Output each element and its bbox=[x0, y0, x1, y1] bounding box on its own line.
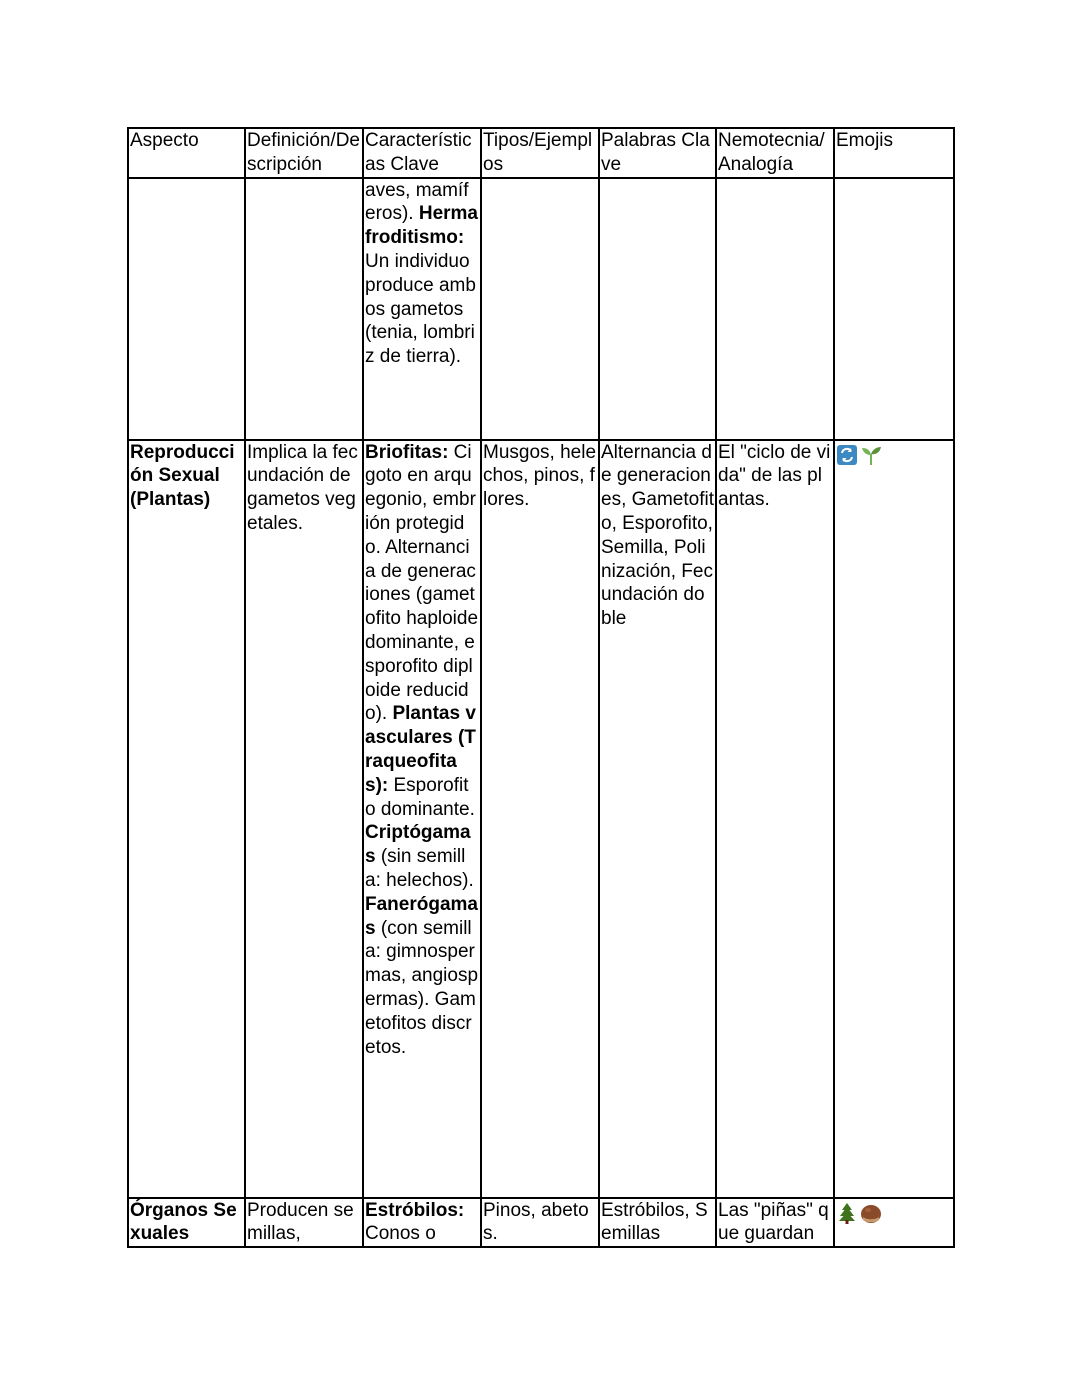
mnemonic-cell bbox=[716, 178, 834, 440]
characteristics-text: aves, mamíferos). bbox=[365, 179, 469, 225]
column-header: Tipos/Ejemplos bbox=[481, 128, 599, 178]
definition-cell bbox=[245, 178, 363, 440]
column-header: Nemotecnia/Analogía bbox=[716, 128, 834, 178]
characteristics-cell bbox=[363, 440, 481, 1198]
characteristics-cell bbox=[363, 178, 481, 440]
characteristics-term: Hermafroditismo: bbox=[365, 203, 479, 249]
characteristics-text: Conos o bbox=[365, 1223, 436, 1245]
seedling-icon bbox=[860, 444, 882, 466]
aspect-cell bbox=[128, 178, 245, 440]
column-header: Aspecto bbox=[128, 128, 245, 178]
column-header: Emojis bbox=[834, 128, 954, 178]
emoji-cell bbox=[834, 1198, 954, 1248]
characteristics-text: Un individuo produce ambos gametos (tenia, lombriz de tierra). bbox=[365, 250, 476, 368]
characteristics-text: (con semilla: gimnospermas, angiospermas). Gametofitos discretos. bbox=[365, 917, 479, 1058]
definition-cell: Producen semillas, bbox=[245, 1198, 363, 1248]
emoji-cell bbox=[834, 178, 954, 440]
characteristics-text: (sin semilla: helechos). bbox=[365, 846, 474, 891]
characteristics-term: Briofitas: bbox=[365, 441, 449, 463]
characteristics-term: Plantas vasculares (Traqueofitas): bbox=[365, 703, 476, 796]
table-row bbox=[128, 1198, 954, 1248]
table-row bbox=[128, 440, 954, 1198]
characteristics-text: Cigoto en arquegonio, embrión protegido. Alternancia de generaciones (gametofito haploide dominante, esporofito diploide reducido). bbox=[365, 441, 479, 725]
characteristics-term: Estróbilos: bbox=[365, 1199, 465, 1221]
keywords-cell: Estróbilos, Semillas bbox=[599, 1198, 716, 1248]
column-header: Palabras Clave bbox=[599, 128, 716, 178]
evergreen-tree-icon bbox=[836, 1202, 858, 1224]
characteristics-text: Esporofito dominante. bbox=[365, 774, 475, 820]
table-row bbox=[128, 178, 954, 440]
aspect-cell: Órganos Sexuales bbox=[128, 1198, 245, 1248]
characteristics-term: Fanerógamas bbox=[365, 893, 478, 939]
keywords-cell: Alternancia de generaciones, Gametofito, Esporofito, Semilla, Polinización, Fecundación doble bbox=[599, 440, 716, 1198]
column-header: Definición/Descripción bbox=[245, 128, 363, 178]
types-cell: Pinos, abetos. bbox=[481, 1198, 599, 1248]
emoji-cell bbox=[834, 440, 954, 1198]
summary-table bbox=[127, 127, 955, 1248]
mnemonic-cell: Las "piñas" que guardan bbox=[716, 1198, 834, 1248]
types-cell bbox=[481, 178, 599, 440]
column-header: Características Clave bbox=[363, 128, 481, 178]
chestnut-icon bbox=[860, 1202, 882, 1224]
aspect-cell: Reproducción Sexual (Plantas) bbox=[128, 440, 245, 1198]
characteristics-term: Criptógamas bbox=[365, 822, 471, 868]
definition-cell: Implica la fecundación de gametos vegetales. bbox=[245, 440, 363, 1198]
types-cell: Musgos, helechos, pinos, flores. bbox=[481, 440, 599, 1198]
mnemonic-cell: El "ciclo de vida" de las plantas. bbox=[716, 440, 834, 1198]
characteristics-cell bbox=[363, 1198, 481, 1248]
cycle-arrows-icon bbox=[836, 444, 858, 466]
table-header-row bbox=[128, 128, 954, 178]
keywords-cell bbox=[599, 178, 716, 440]
